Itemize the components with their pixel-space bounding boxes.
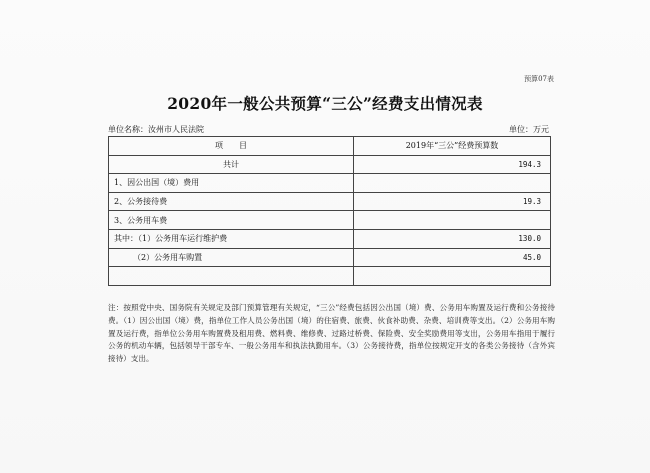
row-item: （2）公务用车购置: [109, 248, 354, 267]
row-value: 130.0: [354, 229, 551, 248]
table-row: [109, 267, 551, 286]
row-item: 1、因公出国（境）费用: [109, 174, 354, 193]
column-header-item: 项 目: [109, 137, 354, 156]
footnote: 注：按照党中央、国务院有关规定及部门预算管理有关规定，“三公”经费包括因公出国（境）费、公务用车购置及运行费和公务接待费。（1）因公出国（境）费，指单位工作人员公务出国（境）的住宿费、旅费、伙食补助费、杂费、培训费等支出。（2）公务用车购置及运行费，指单位公务用车购置费及租用费、燃料费、维修费、过路过桥费、保险费、安全奖励费用等支出，公务用车指用于履行公务的机动车辆，包括领导干部专车、一般公务用车和执法执勤用车。（3）公务接待费，指单位按规定开支的各类公务接待（含外宾接待）支出。: [108, 303, 555, 364]
row-item: 2、公务接待费: [109, 192, 354, 211]
row-item: 3、公务用车费: [109, 211, 354, 230]
row-item: [109, 267, 354, 286]
table-header-row: [109, 137, 551, 156]
row-value: [354, 174, 551, 193]
table-row: [109, 211, 551, 230]
unit-currency: 单位：万元: [509, 125, 549, 134]
row-value: 19.3: [354, 192, 551, 211]
row-value: 45.0: [354, 248, 551, 267]
table-row: [109, 248, 551, 267]
table-row: [109, 192, 551, 211]
row-item: 其中：（1）公务用车运行维护费: [109, 229, 354, 248]
table-row: [109, 174, 551, 193]
expense-table: [108, 136, 551, 286]
table-row: [109, 155, 551, 174]
row-value: 194.3: [354, 155, 551, 174]
column-header-budget: 2019年“三公”经费预算数: [354, 137, 551, 156]
unit-name: 单位名称：汝州市人民法院: [108, 125, 204, 134]
table-row: [109, 229, 551, 248]
row-value: [354, 267, 551, 286]
row-value: [354, 211, 551, 230]
page-title: 2020年一般公共预算“三公”经费支出情况表: [167, 94, 483, 113]
row-item: 共计: [109, 155, 354, 174]
form-code: 预算07表: [524, 75, 554, 83]
